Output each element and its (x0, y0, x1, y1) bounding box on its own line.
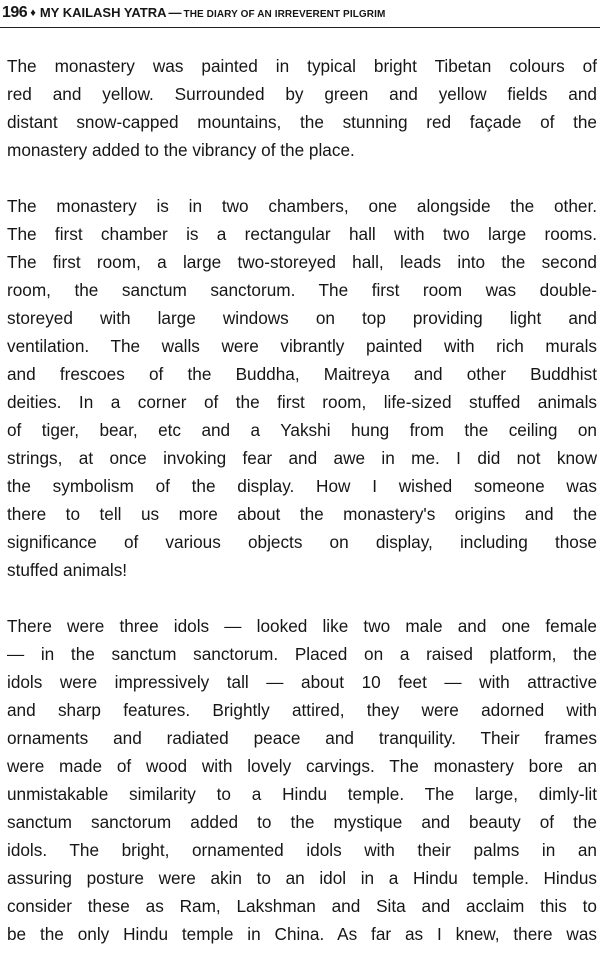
text-line: stuffed animals! (7, 560, 128, 580)
body-text (7, 52, 597, 976)
text-line: significance of various objects on display, including those (7, 532, 597, 552)
paragraph-1 (7, 52, 597, 164)
text-line: — in the sanctum sanctorum. Placed on a raised platform, the (7, 644, 597, 664)
text-line: be the only Hindu temple in China. As far as I knew, there was (7, 924, 597, 944)
paragraph-2 (7, 192, 597, 584)
text-line: strings, at once invoking fear and awe in me. I did not know (7, 448, 597, 468)
diamond-bullet-icon: ♦ (30, 7, 36, 19)
text-line: The monastery was painted in typical bright Tibetan colours of (7, 56, 597, 76)
text-line: The first chamber is a rectangular hall with two large rooms. (7, 224, 597, 244)
book-title: MY KAILASH YATRA (39, 5, 167, 20)
text-line: the symbolism of the display. How I wished someone was (7, 476, 597, 496)
text-line: there to tell us more about the monastery's origins and the (7, 504, 597, 524)
text-line: distant snow-capped mountains, the stunning red façade of the (7, 112, 597, 132)
text-line: The monastery is in two chambers, one alongside the other. (7, 196, 597, 216)
page-number: 196 (2, 4, 28, 21)
text-line: storeyed with large windows on top providing light and (7, 308, 597, 328)
title-dash: — (168, 5, 182, 20)
text-line: red and yellow. Surrounded by green and yellow fields and (7, 84, 597, 104)
paragraph-3 (7, 612, 597, 948)
text-line: The first room, a large two-storeyed hall, leads into the second (7, 252, 597, 272)
text-line: There were three idols — looked like two male and one female (7, 616, 597, 636)
text-line: idols were impressively tall — about 10 feet — with attractive (7, 672, 597, 692)
running-header (2, 2, 598, 24)
text-line: assuring posture were akin to an idol in a Hindu temple. Hindus (7, 868, 597, 888)
text-line: sanctum sanctorum added to the mystique and beauty of the (7, 812, 597, 832)
text-line: consider these as Ram, Lakshman and Sita and acclaim this to (7, 896, 597, 916)
text-line: and sharp features. Brightly attired, they were adorned with (7, 700, 597, 720)
text-line: idols. The bright, ornamented idols with their palms in an (7, 840, 597, 860)
text-line: were made of wood with lovely carvings. The monastery bore an (7, 756, 597, 776)
text-line: unmistakable similarity to a Hindu temple. The large, dimly-lit (7, 784, 597, 804)
text-line: monastery added to the vibrancy of the place. (7, 140, 355, 160)
text-line: room, the sanctum sanctorum. The first room was double- (7, 280, 597, 300)
text-line: deities. In a corner of the first room, life-sized stuffed animals (7, 392, 597, 412)
book-subtitle: THE DIARY OF AN IRREVERENT PILGRIM (183, 9, 386, 20)
text-line: ornaments and radiated peace and tranquility. Their frames (7, 728, 597, 748)
text-line: and frescoes of the Buddha, Maitreya and other Buddhist (7, 364, 597, 384)
header-divider (0, 27, 600, 28)
text-line: ventilation. The walls were vibrantly painted with rich murals (7, 336, 597, 356)
text-line: of tiger, bear, etc and a Yakshi hung from the ceiling on (7, 420, 597, 440)
